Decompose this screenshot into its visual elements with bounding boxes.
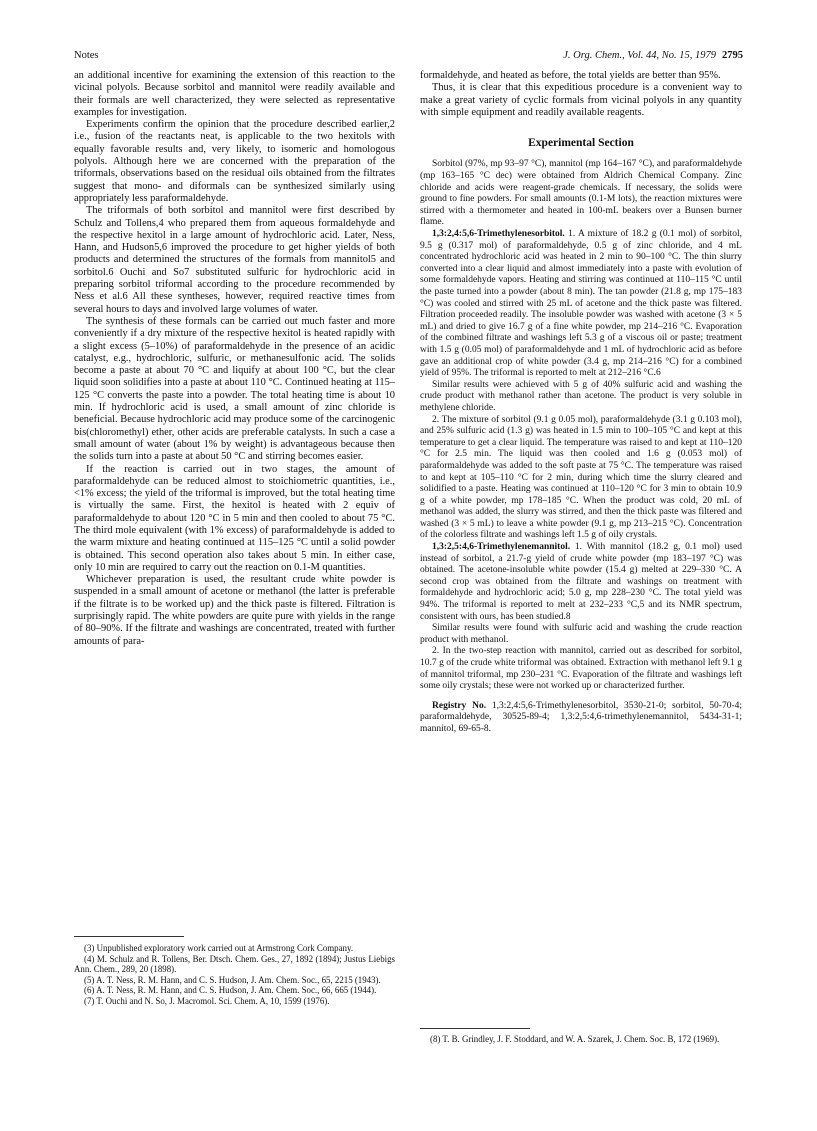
footnote: (6) A. T. Ness, R. M. Hann, and C. S. Hudson, J. Am. Chem. Soc., 66, 665 (1944). [84, 985, 377, 996]
section-label: Notes [74, 50, 99, 61]
paragraph-text: 1. With mannitol (18.2 g, 0.1 mol) used instead of sorbitol, a 21.7-g yield of crude white powder (mp 183–197 °C) was obtained. The acetone-insoluble white powder (15.4 g) melted at 229–330 °C. A second crop was obtained from the filtrate and washings on treatment with formaldehyde and hydrochloric acid; 5.0 g, mp 228–230 °C. The total yield was 94%. The triformal is reported to melt at 232–233 °C,5 and its NMR spectrum, consistent with ours, has been studied.8 [420, 542, 742, 622]
footnote: (4) M. Schulz and R. Tollens, Ber. Dtsch. Chem. Ges., 27, 1892 (1894); Justus Liebigs Ann. Chem., 289, 20 (1898). [74, 953, 395, 975]
paragraph: 2. The mixture of sorbitol (9.1 g 0.05 mol), paraformaldehyde (3.1 g 0.103 mol), and 25% sulfuric acid (1.3 g) was heated in 1.5 min to 100–105 °C and kept at this temperature to get a clear liquid. The temperature was raised to and kept at 110–120 °C for 2.5 min. The liquid was then cooled and 1.6 g (0.053 mol) of paraformaldehyde was added to the soft paste at 75 °C. The temperature was raised to and kept at 105–110 °C for 2 min, during which time the slurry cleared and solidified to a paste. Heating was continued at 110–120 °C for 3 min to obtain 10.9 g of a white powder, mp 178–185 °C. When the product was cold, 20 mL of methanol was added, the slurry was stirred, and then the thick paste was filtered and washed (3 × 5 mL) to leave a white powder (9.1 g, mp 213–215 °C). Concentration of the colorless filtrate and washings left 1.5 g of oily crystals. [420, 414, 742, 541]
paragraph: an additional incentive for examining the extension of this reaction to the vicinal polyols. Because sorbitol and mannitol were readily available and their formals are well characterized, they were selected as representative examples for investigation. [74, 70, 395, 118]
running-header [74, 50, 743, 66]
page-number: 2795 [722, 50, 743, 61]
footnote: (8) T. B. Grindley, J. F. Stoddard, and W. A. Szarek, J. Chem. Soc. B, 172 (1969). [430, 1034, 720, 1044]
run-in-heading: 1,3:2,4:5,6-Trimethylenesorbitol. [432, 229, 565, 240]
section-heading: Experimental Section [528, 137, 634, 150]
journal-name: J. Org. Chem., Vol. 44, No. 15, 1979 [563, 50, 716, 61]
paragraph: Experiments confirm the opinion that the procedure described earlier,2 i.e., fusion of the reactants neat, is applicable to the two hexitols with equally favorable results and, very likely, to isomeric and homologous polyols. Although here we are concerned with the preparation of the triformals, observations based on the residual oils obtained from the filtrates suggest that mono- and diformals can be synthesized similarly using appropriately less paraformaldehyde. [74, 119, 395, 204]
paragraph: formaldehyde, and heated as before, the total yields are better than 95%. [420, 70, 721, 81]
paragraph: Similar results were found with sulfuric acid and washing the crude reaction product with methanol. [420, 623, 742, 645]
paragraph: If the reaction is carried out in two stages, the amount of paraformaldehyde can be reduced almost to stoichiometric quantities, i.e., <1% excess; the yield of the triformal is improved, but the total heating time is virtually the same. First, the hexitol is heated with 2 equiv of paraformaldehyde to about 120 °C in 5 min and then cooled to about 75 °C. The third mole equivalent (with 1% excess) of paraformaldehyde is added to the warm mixture and heating continued at 115–125 °C until a solid powder is obtained. This second operation also takes about 5 min. In either case, only 10 min are required to carry out the reaction on 0.1-M quantities. [74, 463, 395, 573]
paragraph [420, 229, 742, 380]
paragraph: Sorbitol (97%, mp 93–97 °C), mannitol (mp 164–167 °C), and paraformaldehyde (mp 163–165 °C dec) were obtained from Aldrich Chemical Company. Zinc chloride and acids were reagent-grade chemicals. If necessary, the solids were ground to fine powders. For small amounts (0.1-M lots), the reaction mixtures were stirred with a thermometer and heated in 100-mL beakers over a Bunsen burner flame. [420, 159, 742, 228]
footnotes-right [420, 1034, 742, 1045]
footnote-rule [74, 936, 184, 937]
run-in-heading: Registry No. [432, 700, 487, 711]
paragraph: The synthesis of these formals can be carried out much faster and more conveniently if a dry mixture of the respective hexitol is heated rapidly with a slight excess (5–10%) of paraformaldehyde in the presence of an acidic catalyst, e.g., hydrochloric, sulfuric, or methanesulfonic acid. The solids become a paste at about 70 °C and liquify at about 100 °C, but the clear liquid soon solidifies into a paste at about 110 °C. Continued heating at 115–125 °C converts the paste into a powder. The total heating time is about 10 min. If hydrochloric acid is used, a small amount of zinc chloride is beneficial. Because hydrochloric acid may produce some of the carcinogenic bis(chloromethyl) ether, other acids are preferable catalysts. In such a case a small amount of water (about 1% by weight) is advantageous because then the solids turn into a paste at about 50 °C and stirring becomes easier. [74, 315, 395, 463]
paragraph: The triformals of both sorbitol and mannitol were first described by Schulz and Tollens,4 who prepared them from aqueous formaldehyde and the respective hexitol in a large amount of hydrochloric acid. Later, Ness, Hann, and Hudson5,6 improved the procedure to get higher yields of both products and determined the structures of the formals from mannitol5 and sorbitol.6 Ouchi and So7 substituted sulfuric for hydrochloric acid in preparing sorbitol triformal according to the procedure recommended by Ness et al.6 All these syntheses, however, required reactive times from several hours to days and involved large volumes of water. [74, 205, 395, 315]
left-column [74, 70, 395, 648]
footnote: (5) A. T. Ness, R. M. Hann, and C. S. Hudson, J. Am. Chem. Soc., 65, 2215 (1943). [84, 974, 381, 985]
paragraph: Thus, it is clear that this expeditious procedure is a convenient way to make a great variety of cyclic formals from vicinal polyols in any quantity with simple equipment and readily available reagents. [420, 82, 742, 118]
paragraph-text: 1,3:2,4:5,6-Trimethylenesorbitol, 3530-21-0; sorbitol, 50-70-4; paraformaldehyde, 30525-89-4; 1,3:2,5:4,6-trimethylenemannitol, 5434-31-1; mannitol, 69-65-8. [420, 700, 742, 734]
footnotes-left [74, 943, 395, 1007]
footnote-rule [420, 1028, 530, 1029]
registry-paragraph [420, 701, 742, 736]
paragraph-text: 1. A mixture of 18.2 g (0.1 mol) of sorbitol, 9.5 g (0.317 mol) of paraformaldehyde, 0.5 g of zinc chloride, and 4 mL concentrated hydrochloric acid was heated in 2 min to 90–100 °C. The thin slurry converted into a clear liquid and almost immediately into a paste with evolution of some formaldehyde vapors. Heating and stirring was continued at 110–115 °C until the paste turned into a powder (about 8 min). The tan powder (21.8 g, mp 175–183 °C) was cooled and stirred with 25 mL of acetone and the thick paste was filtered. Filtration proceeded readily. The insoluble powder was washed with acetone (3 × 5 mL) and dried to give 16.7 g of a fine white powder, mp 214–216 °C. Evaporation of the combined filtrate and washings left 5.3 g of a viscous oil or paste; treatment with 1.5 g (0.05 mol) of paraformaldehyde and 1 mL of hydrochloric acid as before gave an additional crop of white powder (3.4 g, mp 214–216 °C) for a combined yield of 95%. The triformal is reported to melt at 212–216 °C.6 [420, 229, 742, 379]
run-in-heading: 1,3:2,5:4,6-Trimethylenemannitol. [432, 542, 571, 553]
paragraph: 2. In the two-step reaction with mannitol, carried out as described for sorbitol, 10.7 g of the crude white triformal was obtained. Extraction with methanol left 9.1 g of mannitol triformal, mp 230–231 °C. Evaporation of the filtrate and washings left some oily crystals; these were not worked up or characterized further. [420, 646, 742, 692]
paragraph [420, 542, 742, 623]
experimental-section [420, 159, 742, 735]
journal-citation [563, 50, 743, 61]
footnote: (7) T. Ouchi and N. So, J. Macromol. Sci. Chem. A, 10, 1599 (1976). [84, 995, 330, 1006]
right-column [420, 70, 742, 736]
footnote: (3) Unpublished exploratory work carried out at Armstrong Cork Company. [84, 943, 354, 953]
paragraph: Whichever preparation is used, the resultant crude white powder is suspended in a small amount of acetone or methanol (the latter is preferable if the filtrate is to be worked up) and the thick paste is filtered. Filtration is surprisingly rapid. The white powders are quite pure with yields in the range of 80–90%. If the filtrate and washings are concentrated, treated with further amounts of para- [74, 574, 395, 647]
paragraph: Similar results were achieved with 5 g of 40% sulfuric acid and washing the crude product with methanol rather than acetone. The product is very soluble in methylene chloride. [420, 379, 742, 413]
